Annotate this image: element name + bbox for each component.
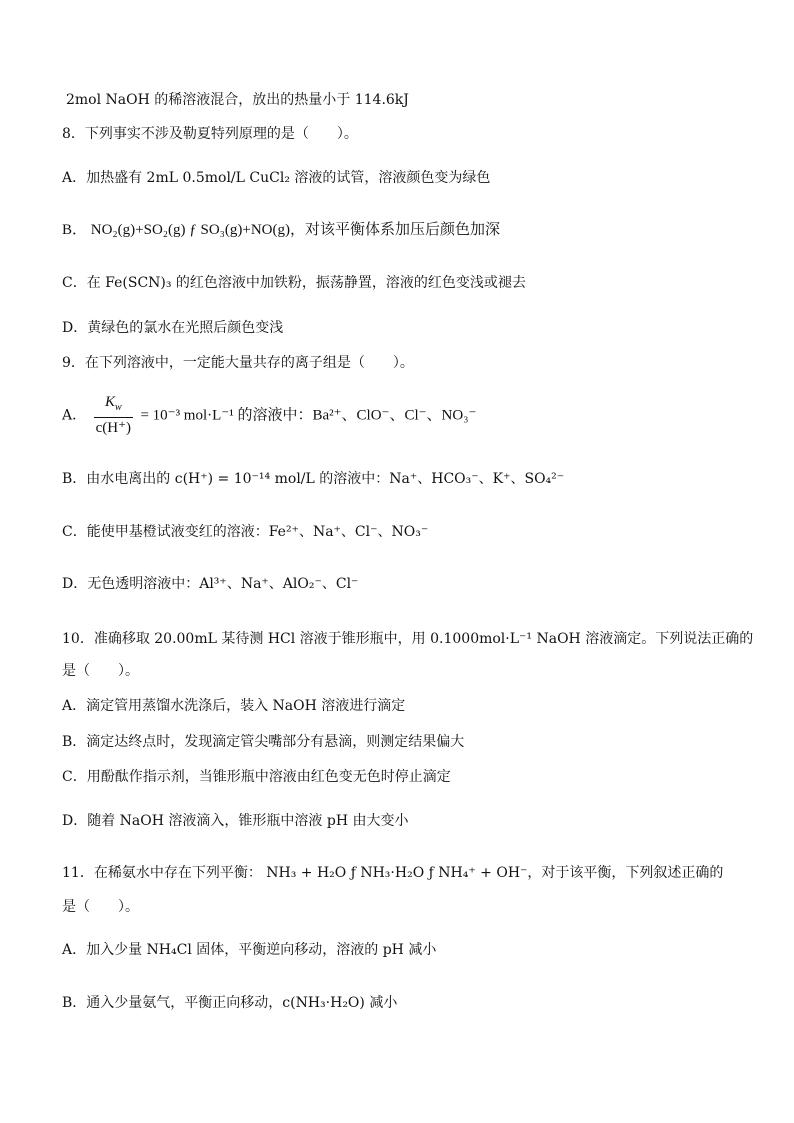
option-8c: C．在 Fe(SCN)₃ 的红色溶液中加铁粉，振荡静置，溶液的红色变浅或褪去 <box>62 275 526 291</box>
option-10d: D．随着 NaOH 溶液滴入，锥形瓶中溶液 pH 由大变小 <box>62 813 409 829</box>
option-label: A． <box>62 407 87 424</box>
option-9b: B．由水电离出的 c(H⁺) = 10⁻¹⁴ mol/L 的溶液中：Na⁺、HCO₃⁻、K⁺、SO₄²⁻ <box>62 471 565 487</box>
option-9a <box>62 393 476 438</box>
option-9d: D．无色透明溶液中：Al³⁺、Na⁺、AlO₂⁻、Cl⁻ <box>62 576 359 592</box>
question-11-line-2: 是（ ）。 <box>62 899 139 915</box>
option-9c: C．能使甲基橙试液变红的溶液：Fe²⁺、Na⁺、Cl⁻、NO₃⁻ <box>62 524 429 540</box>
option-9a-rest: = 10⁻³ mol·L⁻¹ 的溶液中：Ba²⁺、ClO⁻、Cl⁻、NO₃⁻ <box>140 407 477 424</box>
question-10-line-1: 10．准确移取 20.00mL 某待测 HCl 溶液于锥形瓶中，用 0.1000mol·L⁻¹ NaOH 溶液滴定。下列说法正确的 <box>62 631 754 647</box>
fraction-numerator: K <box>104 394 115 410</box>
text-line: 2mol NaOH 的稀溶液混合，放出的热量小于 114.6kJ <box>66 92 409 108</box>
question-8: 8．下列事实不涉及勒夏特列原理的是（ ）。 <box>62 126 358 142</box>
fraction-numerator-sub: w <box>114 402 122 413</box>
question-10-line-2: 是（ ）。 <box>62 663 139 679</box>
option-8b: B． NO₂(g)+SO₂(g) ƒ SO₃(g)+NO(g)，对该平衡体系加压后颜色加深 <box>62 222 501 238</box>
option-10a: A．滴定管用蒸馏水洗涤后，装入 NaOH 溶液进行滴定 <box>62 698 406 714</box>
option-8a: A．加热盛有 2mL 0.5mol/L CuCl₂ 溶液的试管，溶液颜色变为绿色 <box>62 170 491 186</box>
option-10c: C．用酚酞作指示剂，当锥形瓶中溶液由红色变无色时停止滴定 <box>62 769 451 785</box>
option-10b: B．滴定达终点时，发现滴定管尖嘴部分有悬滴，则测定结果偏大 <box>62 734 465 750</box>
option-8d: D．黄绿色的氯水在光照后颜色变浅 <box>62 320 284 336</box>
question-11-line-1: 11．在稀氨水中存在下列平衡： NH₃ + H₂O ƒ NH₃·H₂O ƒ NH₄⁺ + OH⁻，对于该平衡，下列叙述正确的 <box>62 865 724 881</box>
fraction-denominator: c(H⁺) <box>95 420 131 436</box>
option-11a: A．加入少量 NH₄Cl 固体，平衡逆向移动，溶液的 pH 减小 <box>62 942 437 958</box>
option-11b: B．通入少量氨气，平衡正向移动，c(NH₃·H₂O) 减小 <box>62 995 398 1011</box>
fraction <box>94 393 133 438</box>
question-9: 9．在下列溶液中，一定能大量共存的离子组是（ ）。 <box>62 355 414 371</box>
